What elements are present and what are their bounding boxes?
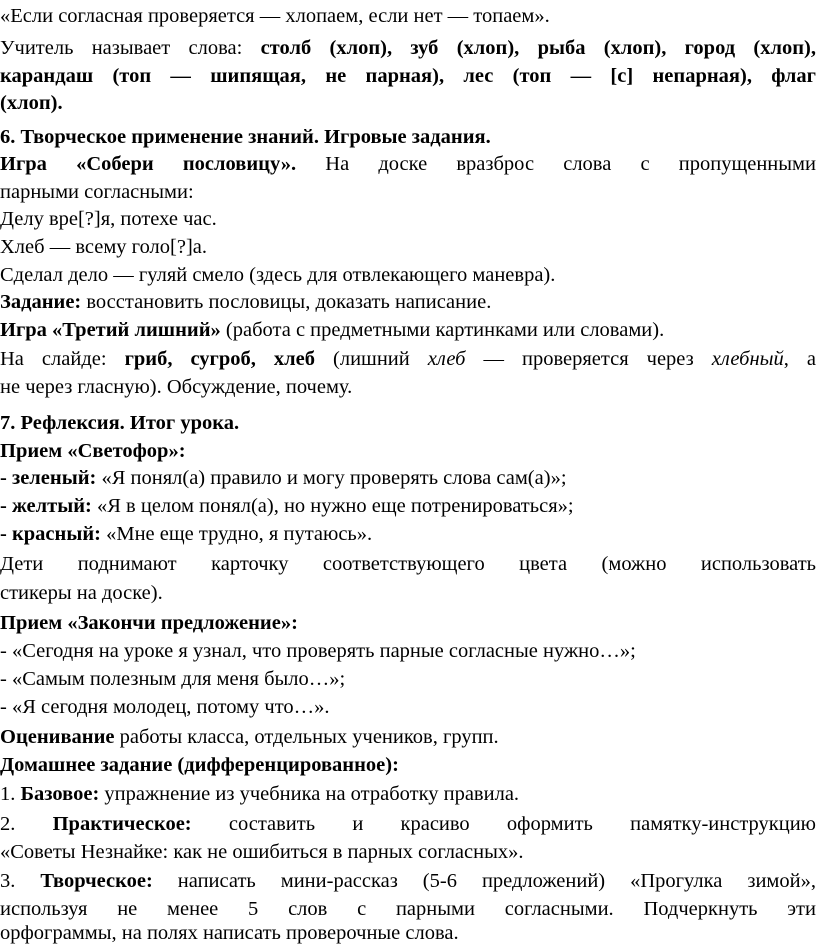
paragraph-line xyxy=(0,289,816,315)
bold-text: Оценивание xyxy=(0,726,115,748)
heading-text: 6. Творческое применение знаний. Игровые задания. xyxy=(0,126,491,148)
list-item xyxy=(0,638,816,664)
text: — проверяется через xyxy=(465,348,712,370)
bold-text: - желтый: xyxy=(0,495,92,517)
paragraph-line xyxy=(0,35,816,61)
proverb-line xyxy=(0,234,816,260)
bold-text: гриб, сугроб, хлеб xyxy=(124,348,315,370)
text: Сделал дело — гуляй смело (здесь для отвлекающего маневра). xyxy=(0,264,556,286)
text: «Мне еще трудно, я путаюсь». xyxy=(100,523,373,545)
text: упражнение из учебника на отработку правила. xyxy=(99,783,520,805)
text: , а xyxy=(783,348,816,370)
list-item xyxy=(0,465,816,491)
text: «Если согласная проверяется — хлопаем, если нет — топаем». xyxy=(0,5,550,27)
paragraph-line xyxy=(0,179,816,205)
text: «Я в целом понял(а), но нужно еще потренироваться»; xyxy=(91,495,574,517)
text: - «Сегодня на уроке я узнал, что проверять парные согласные нужно…»; xyxy=(0,640,636,662)
italic-text: хлеб xyxy=(427,348,466,370)
proverb-line xyxy=(0,262,816,288)
paragraph-line xyxy=(0,346,816,372)
text: 3. xyxy=(0,870,41,892)
paragraph-line xyxy=(0,374,816,400)
italic-text: хлебный xyxy=(711,348,784,370)
section-heading xyxy=(0,410,816,436)
text: работы класса, отдельных учеников, групп. xyxy=(114,726,499,748)
paragraph-line xyxy=(0,3,816,29)
paragraph-line xyxy=(0,580,816,606)
list-item xyxy=(0,896,816,922)
heading-text: Домашнее задание (дифференцированное): xyxy=(0,754,399,776)
list-item xyxy=(0,811,816,837)
paragraph-line xyxy=(0,63,816,89)
text: (работа с предметными картинками или словами). xyxy=(220,319,665,341)
bold-text: Игра «Третий лишний» xyxy=(0,319,221,341)
heading-text: Прием «Светофор»: xyxy=(0,440,186,462)
text: парными согласными: xyxy=(0,181,194,203)
paragraph-line xyxy=(0,317,816,343)
text: На доске вразброс слова с пропущенными xyxy=(296,153,816,175)
text: - «Я сегодня молодец, потому что…». xyxy=(0,696,330,718)
text: (лишний xyxy=(315,348,428,370)
list-item xyxy=(0,694,816,720)
text: На слайде: xyxy=(0,348,125,370)
text: написать мини-рассказ (5-6 предложений) «Прогулка зимой», xyxy=(152,870,816,892)
text: «Советы Незнайке: как не ошибиться в парных согласных». xyxy=(0,841,524,863)
text: восстановить пословицы, доказать написание. xyxy=(81,291,492,313)
subheading xyxy=(0,610,816,636)
list-item xyxy=(0,521,816,547)
heading-text: 7. Рефлексия. Итог урока. xyxy=(0,412,240,434)
bold-text: столб (хлоп), зуб (хлоп), рыба (хлоп), город (хлоп), xyxy=(260,37,816,59)
text: стикеры на доске). xyxy=(0,582,163,604)
bold-text: Игра «Собери пословицу». xyxy=(0,153,297,175)
bold-text: (хлоп). xyxy=(0,92,63,114)
text: не через гласную). Обсуждение, почему. xyxy=(0,376,353,398)
text: Дети поднимают карточку соответствующего цвета (можно использовать xyxy=(0,553,816,575)
bold-text: Базовое: xyxy=(20,783,100,805)
text: 2. xyxy=(0,813,53,835)
bold-text: Практическое: xyxy=(52,813,192,835)
text: используя не менее 5 слов с парными согласными. Подчеркнуть эти xyxy=(0,898,816,920)
text: «Я понял(а) правило и могу проверять слова сам(а)»; xyxy=(96,467,567,489)
text: Учитель называет слова: xyxy=(0,37,261,59)
list-item xyxy=(0,920,816,946)
subheading xyxy=(0,752,816,778)
paragraph-line xyxy=(0,724,816,750)
paragraph-line xyxy=(0,90,816,116)
section-heading xyxy=(0,124,816,150)
text: орфограммы, на полях написать проверочные слова. xyxy=(0,922,459,944)
text: Хлеб — всему голо[?]а. xyxy=(0,236,208,258)
list-item xyxy=(0,868,816,894)
subheading xyxy=(0,438,816,464)
text: - «Самым полезным для меня было…»; xyxy=(0,668,346,690)
text: 1. xyxy=(0,783,21,805)
bold-text: карандаш (топ — шипящая, не парная), лес (топ — [с] непарная), флаг xyxy=(0,65,816,87)
proverb-line xyxy=(0,206,816,232)
paragraph-line xyxy=(0,151,816,177)
bold-text: - красный: xyxy=(0,523,101,545)
list-item xyxy=(0,666,816,692)
bold-text: Творческое: xyxy=(40,870,153,892)
bold-text: Задание: xyxy=(0,291,82,313)
text: составить и красиво оформить памятку-инструкцию xyxy=(191,813,816,835)
list-item xyxy=(0,493,816,519)
text: Делу вре[?]я, потехе час. xyxy=(0,208,217,230)
list-item xyxy=(0,781,816,807)
heading-text: Прием «Закончи предложение»: xyxy=(0,612,298,634)
paragraph-line xyxy=(0,551,816,577)
list-item xyxy=(0,839,816,865)
bold-text: - зеленый: xyxy=(0,467,97,489)
